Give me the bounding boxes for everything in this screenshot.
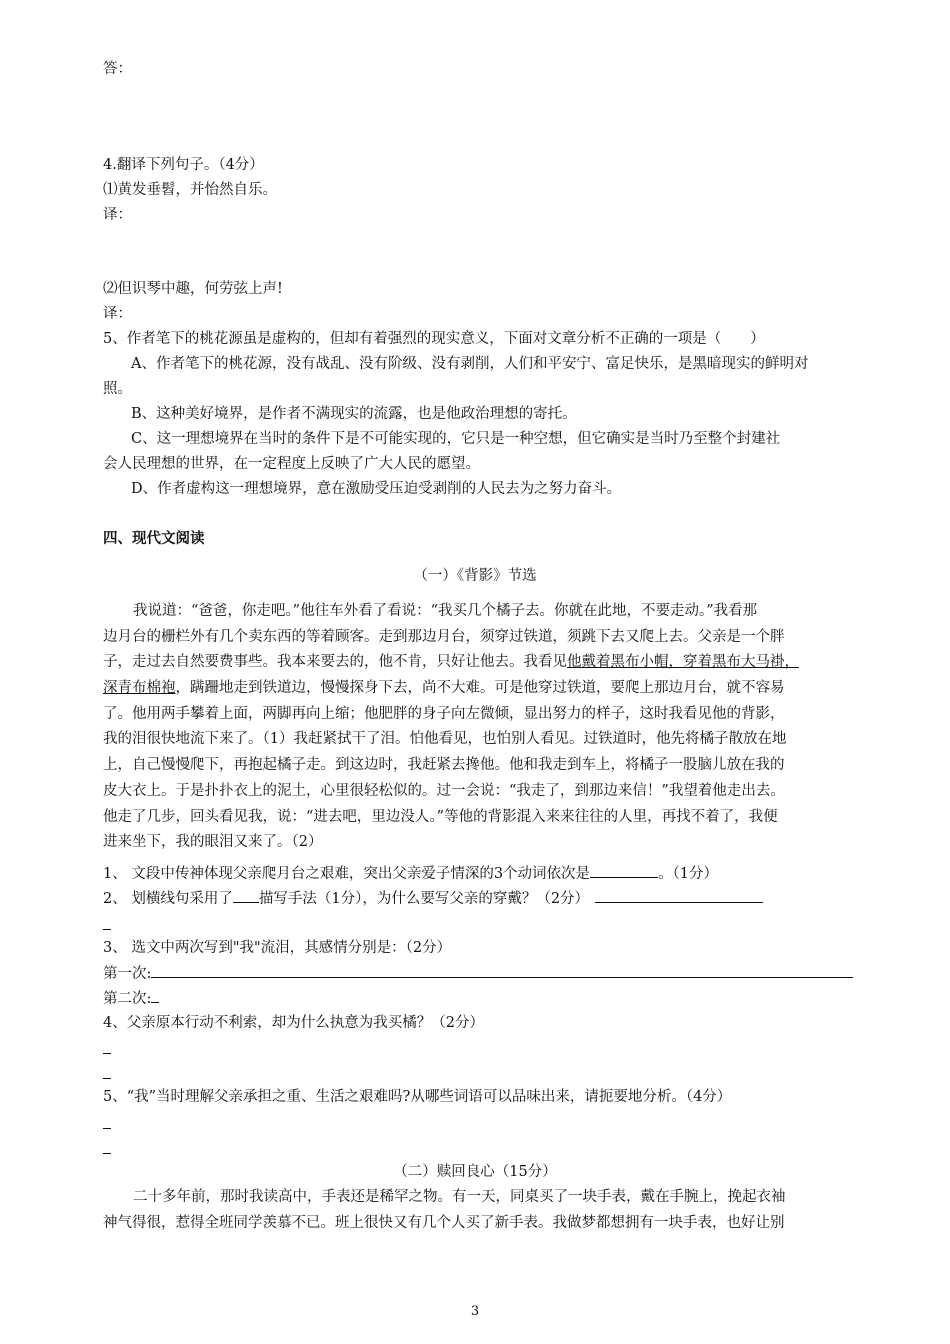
- passage-line: 我的泪很快地流下来了。（1）我赶紧拭干了泪。怕他看见，也怕别人看见。过铁道时，他先将橘子散放在地: [103, 731, 787, 748]
- answer-blank[interactable]: [233, 888, 259, 903]
- passage-line: 他走了几步，回头看见我，说：“进去吧，里边没人。”等他的背影混入来来往往的人里，再找不着了，我便: [103, 808, 778, 825]
- answer-blank[interactable]: [103, 1078, 111, 1079]
- question-1: [103, 863, 718, 884]
- q5-option-a-line1: A、作者笔下的桃花源，没有战乱、没有阶级、没有剥削，人们和平安宁、富足快乐，是黑暗现实的鲜明对: [131, 356, 809, 372]
- passage-line: 上，自己慢慢爬下，再抱起橘子走。到这边时，我赶紧去搀他。他和我走到车上，将橘子一股脑儿放在我的: [103, 757, 785, 774]
- passage-line: [103, 676, 863, 702]
- q5-option-d: D、作者虚构这一理想境界，意在激励受压迫受剥削的人民去为之努力奋斗。: [131, 481, 622, 497]
- q4-sentence-2: ⑵但识琴中趣，何劳弦上声!: [103, 281, 283, 297]
- passage-line: 边月台的栅栏外有几个卖东西的等着顾客。走到那边月台，须穿过铁道，须跳下去又爬上去。父亲是一个胖: [103, 628, 785, 645]
- q5-option-c-line1: C、这一理想境界在当时的条件下是不可能实现的，它只是一种空想，但它确实是当时乃至整个封建社: [131, 431, 781, 447]
- q5-option-a-line2: 照。: [103, 381, 132, 397]
- q5-stem: 5、作者笔下的桃花源虽是虚构的，但却有着强烈的现实意义，下面对文章分析不正确的一项是（ ）: [103, 331, 765, 347]
- underlined-sentence: 他戴着黑布小帽，穿着黑布大马褂，: [567, 654, 799, 671]
- q5-option-b: B、这种美好境界，是作者不满现实的流露，也是他政治理想的寄托。: [131, 406, 577, 422]
- question-3-second: [103, 988, 159, 1009]
- part1-title: （一）《背影》节选: [413, 568, 537, 584]
- answer-blank[interactable]: [103, 1128, 111, 1129]
- question-text: 描写手法（1分），为什么要写父亲的穿戴？（2分）: [258, 891, 590, 907]
- q4-translation-label-2: 译：: [103, 306, 132, 322]
- q4-title: 4.翻译下列句子。（4分）: [103, 157, 264, 173]
- answer-blank[interactable]: [590, 863, 658, 878]
- answer-blank[interactable]: [103, 1053, 111, 1054]
- q4-sentence-1: ⑴黄发垂髫，并怡然自乐。: [103, 182, 277, 198]
- answer-blank[interactable]: [151, 963, 853, 978]
- passage-line: [103, 650, 863, 676]
- answer-blank[interactable]: [103, 929, 111, 930]
- question-2: [103, 888, 763, 909]
- answer-blank[interactable]: [103, 1153, 111, 1154]
- question-5: 5、“我”当时理解父亲承担之重、生活之艰难吗?从哪些词语可以品味出来，请扼要地分析。（4分）: [103, 1089, 732, 1105]
- passage-line: 皮大衣上。于是扑扑衣上的泥土，心里很轻松似的。过一会说：“我走了，到那边来信！”我望着他走出去。: [103, 782, 785, 799]
- question-text: 第一次:: [103, 966, 152, 982]
- question-3: 3、 选文中两次写到"我"流泪，其感情分别是：（2分）: [103, 940, 452, 956]
- question-text: 。（1分）: [658, 866, 719, 882]
- q4-translation-label-1: 译：: [103, 207, 132, 223]
- passage-line: 二十多年前，那时我读高中，手表还是稀罕之物。有一天，同桌买了一块手表，戴在手腕上，挽起衣袖: [133, 1189, 786, 1205]
- underlined-sentence: 深青布棉袍: [103, 680, 176, 697]
- question-4: 4、父亲原本行动不利索，却为什么执意为我买橘？（2分）: [103, 1015, 484, 1031]
- section-heading: 四、现代文阅读: [103, 530, 205, 547]
- q5-option-c-line2: 会人民理想的世界，在一定程度上反映了广大人民的愿望。: [103, 456, 480, 472]
- question-3-first: [103, 963, 853, 984]
- passage-line: 进来坐下，我的眼泪又来了。（2）: [103, 834, 323, 851]
- passage-beiying: [103, 599, 863, 856]
- question-text: 1、 文段中传神体现父亲爬月台之艰难，突出父亲爱子情深的3个动词依次是: [103, 866, 591, 882]
- part2-title: （二）赎回良心（15分）: [393, 1164, 557, 1180]
- passage-shuhui-liangxin: [103, 1185, 863, 1236]
- answer-label: 答：: [103, 61, 132, 77]
- answer-blank[interactable]: [151, 988, 159, 1003]
- question-text: 第二次:: [103, 991, 152, 1007]
- passage-line: 神气得很，惹得全班同学羡慕不已。班上很快又有几个人买了新手表。我做梦都想拥有一块手表，也好让别: [103, 1214, 785, 1231]
- passage-text: ，蹒跚地走到铁道边，慢慢探身下去，尚不大难。可是他穿过铁道，要爬上那边月台，就不容易: [175, 680, 785, 697]
- page-number: 3: [470, 1304, 480, 1319]
- answer-blank[interactable]: [595, 888, 763, 903]
- passage-line: 了。他用两手攀着上面，两脚再向上缩；他肥胖的身子向左微倾，显出努力的样子，这时我看见他的背影，: [103, 705, 785, 722]
- passage-line: 我说道：“爸爸，你走吧。”他往车外看了看说：“我买几个橘子去。你就在此地，不要走动。”我看那: [133, 603, 758, 619]
- passage-text: 子，走过去自然要费事些。我本来要去的，他不肯，只好让他去。我看见: [103, 654, 567, 671]
- question-text: 2、 划横线句采用了: [103, 891, 233, 907]
